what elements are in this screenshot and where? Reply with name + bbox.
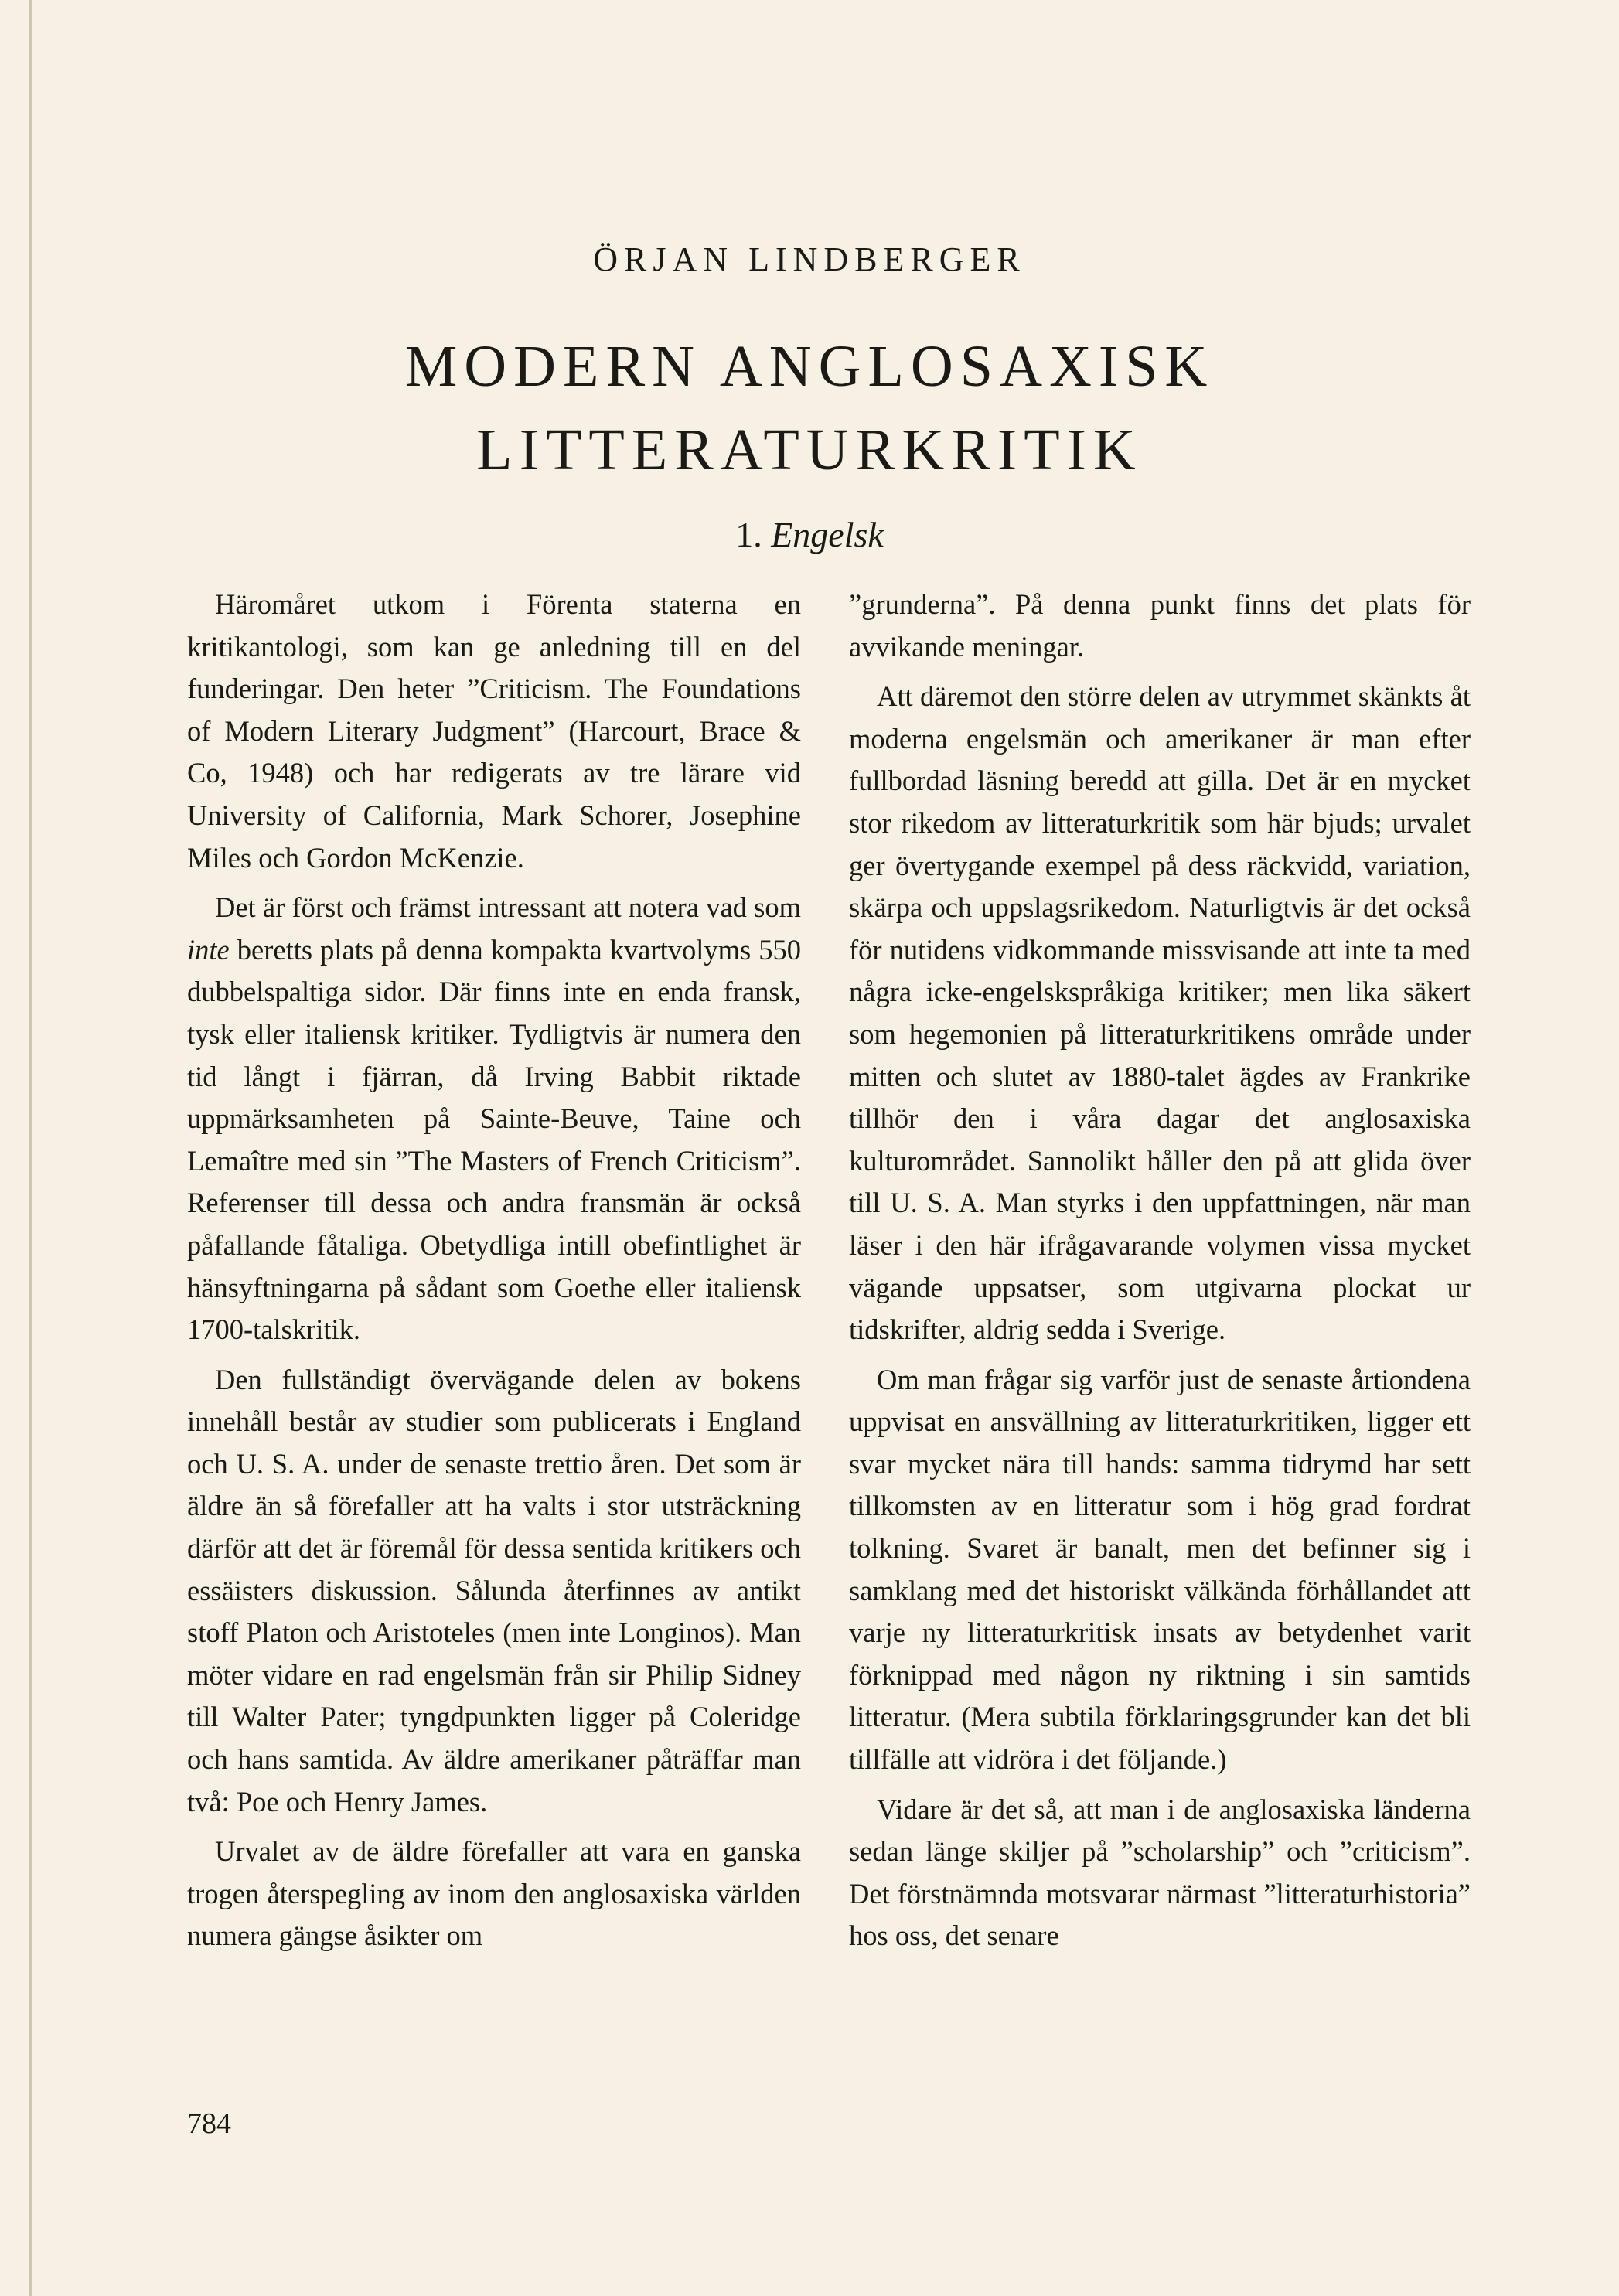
paragraph: Häromåret utkom i Förenta staterna en kritikantologi, som kan ge anledning till en del funderingar. Den heter ”Criticism. The Foundations of Modern Literary Judgment” (Harcourt, Brace & Co, 1948) och har redigerats av tre lärare vid University of California, Mark Schorer, Josephine Miles och Gordon McKenzie. <box>187 588 801 874</box>
paragraph: Vidare är det så, att man i de anglosaxiska länderna sedan länge skiljer på ”scholarship” och ”criticism”. Det förstnämnda motsvarar närmast ”litteraturhistoria” hos oss, det senare <box>849 1793 1471 1952</box>
paragraph-text: Det är först och främst intressant att notera vad som <box>215 891 801 924</box>
paragraph: Den fullständigt övervägande delen av bokens innehåll består av studier som publicerats i England och U. S. A. under de senaste trettio åren. Det som är äldre än så förefaller att ha valts i stor utsträckning därför att det är föremål för dessa sentida kritikers och essäisters diskussion. Sålunda återfinnes av antikt stoff Platon och Aristoteles (men inte Longinos). Man möter vidare en rad engelsmän från sir Philip Sidney till Walter Pater; tyngdpunkten ligger på Coleridge och hans samtida. Av äldre amerikaner påträffar man två: Poe och Henry James. <box>187 1363 801 1817</box>
paragraph: ”grunderna”. På denna punkt finns det plats för avvikande meningar. <box>849 588 1471 663</box>
author-name: ÖRJAN LINDBERGER <box>593 240 1026 278</box>
section-heading <box>0 514 1619 555</box>
emphasis-text: inte <box>187 933 230 966</box>
section-number: 1. <box>735 515 762 554</box>
section-name: Engelsk <box>771 515 884 554</box>
left-column <box>187 584 801 1957</box>
paragraph-text: beretts plats på denna kompakta kvartvolyms 550 dubbelspaltiga sidor. Där finns inte en enda fransk, tysk eller italiensk kritiker. Tydligtvis är numera den tid långt i fjärran, då Irving Babbit riktade uppmärksamheten på Sainte-Beuve, Taine och Lemaître med sin ”The Masters of French Criticism”. Referenser till dessa och andra fransmän är också påfallande fåtaliga. Obetydliga intill obefintlighet är hänsyftningarna på sådant som Goethe eller italiensk 1700-talskritik. <box>187 933 801 1346</box>
article-title <box>0 325 1619 492</box>
paragraph <box>187 887 801 1351</box>
title-line-1: MODERN ANGLOSAXISK <box>404 334 1215 399</box>
page-number: 784 <box>187 2107 231 2140</box>
paragraph: Om man frågar sig varför just de senaste årtiondena uppvisat en ansvällning av litteraturkritiken, ligger ett svar mycket nära till hands: samma tidrymd har sett tillkomsten av en litteratur som i hög grad fordrat tolkning. Svaret är banalt, men det befinner sig i samklang med det historiskt välkända förhållandet att varje ny litteraturkritisk insats av betydenhet varit förknippad med någon ny riktning i sin samtids litteratur. (Mera subtila förklaringsgrunder kan det bli tillfälle att vidröra i det följande.) <box>849 1363 1471 1776</box>
paragraph: Urvalet av de äldre förefaller att vara en ganska trogen återspegling av inom den anglosaxiska världen numera gängse åsikter om <box>187 1835 801 1952</box>
title-line-2: LITTERATURKRITIK <box>476 417 1143 482</box>
paragraph: Att däremot den större delen av utrymmet skänkts åt moderna engelsmän och amerikaner är man efter fullbordad läsning beredd att gilla. Det är en mycket stor rikedom av litteraturkritik som här bjuds; urvalet ger övertygande exempel på dess räckvidd, variation, skärpa och uppslagsrikedom. Naturligtvis är det också för nutidens vidkommande missvisande att inte ta med några icke-engelskspråkiga kritiker; men lika säkert som hegemonien på litteraturkritikens område under mitten och slutet av 1880-talet ägdes av Frankrike tillhör den i våra dagar det anglosaxiska kulturområdet. Sannolikt håller den på att glida över till U. S. A. Man styrks i den uppfattningen, när man läser i den här ifrågavarande volymen vissa mycket vägande uppsatser, som utgivarna plockat ur tidskrifter, aldrig sedda i Sverige. <box>849 680 1471 1346</box>
right-column <box>849 584 1471 1957</box>
